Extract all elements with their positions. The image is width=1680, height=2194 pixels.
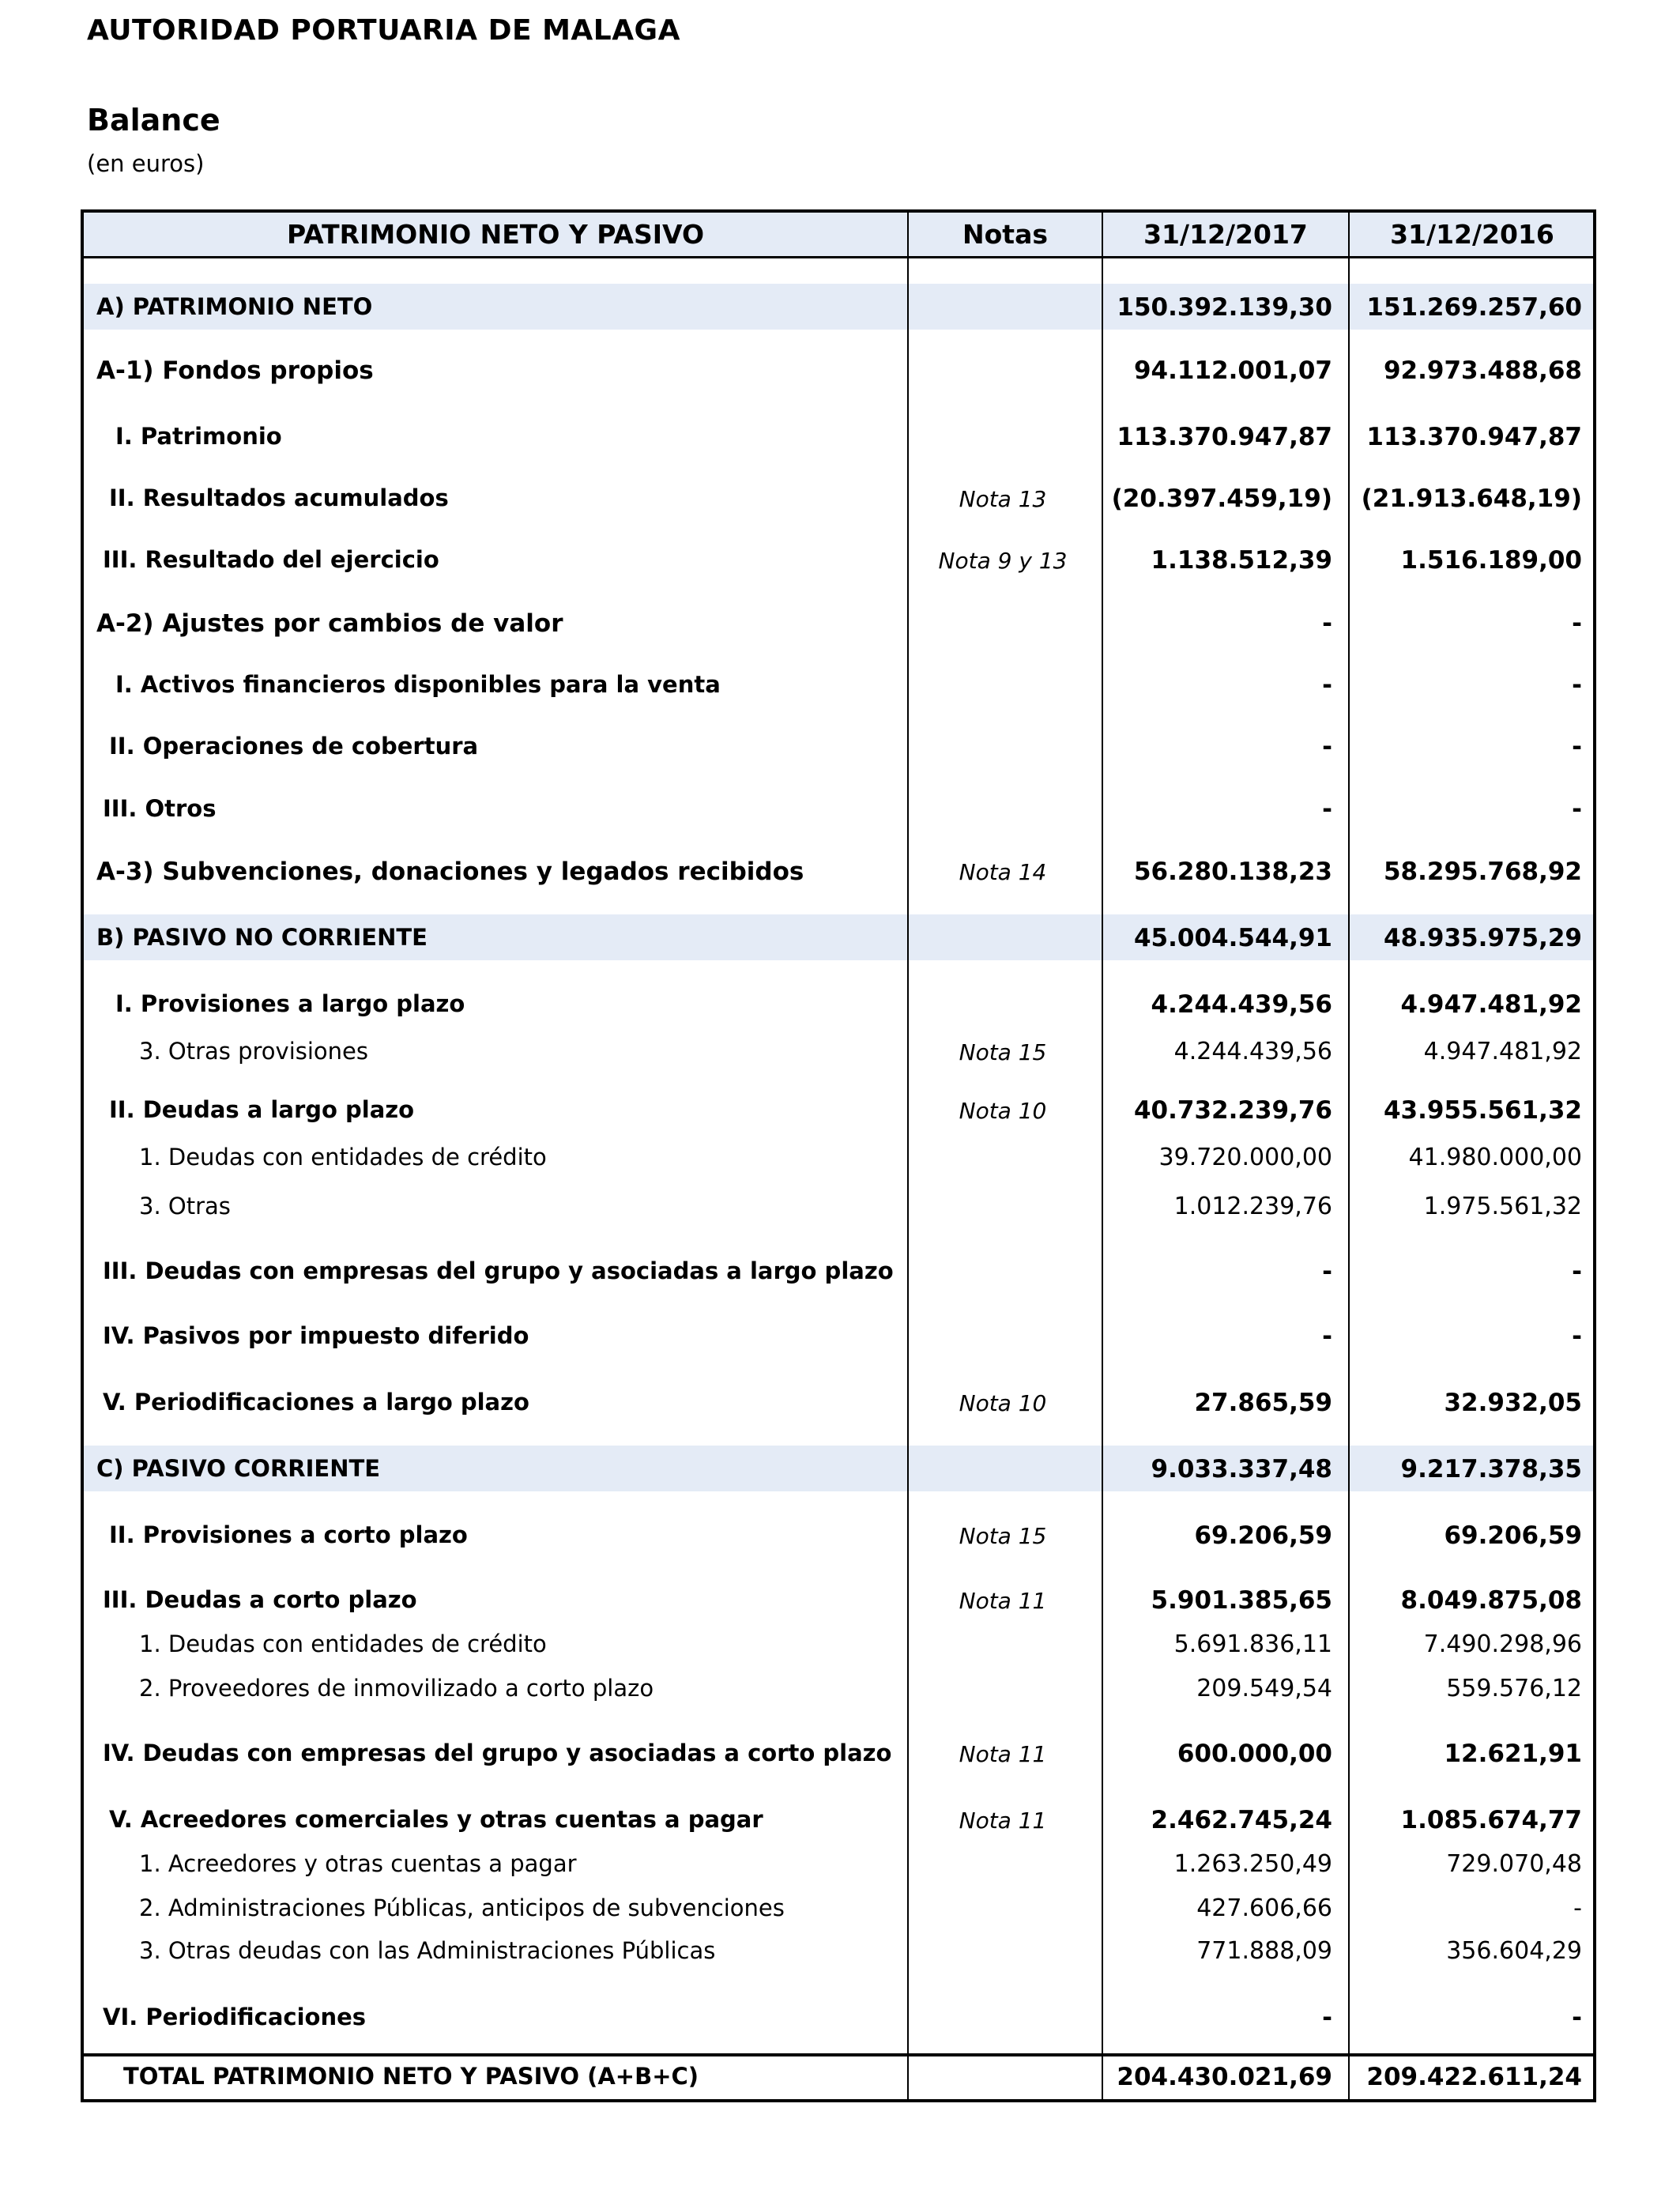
- column-divider: [907, 213, 909, 2099]
- row-value-2016: 151.269.257,60: [1366, 293, 1582, 322]
- row-value-2016: 41.980.000,00: [1408, 1144, 1582, 1171]
- table-row: [84, 284, 1593, 330]
- row-label: IV. Deudas con empresas del grupo y asociadas a corto plazo: [103, 1740, 892, 1766]
- row-label: II. Resultados acumulados: [109, 484, 449, 511]
- row-label: II. Deudas a largo plazo: [109, 1096, 415, 1123]
- row-value-2017: -: [1322, 795, 1332, 824]
- row-value-2017: -: [1322, 1257, 1332, 1286]
- row-value-2016: 729.070,48: [1446, 1850, 1582, 1878]
- row-note: Nota 13: [959, 486, 1047, 512]
- table-row: [84, 1803, 1593, 1841]
- table-row: [84, 1140, 1593, 1178]
- row-value-2017: -: [1322, 609, 1332, 638]
- row-value-2016: -: [1572, 609, 1582, 638]
- row-value-2016: 8.049.875,08: [1400, 1586, 1582, 1615]
- row-value-2016: (21.913.648,19): [1361, 484, 1582, 513]
- table-row: [84, 1385, 1593, 1423]
- row-label: IV. Pasivos por impuesto diferido: [103, 1322, 529, 1349]
- row-label: II. Operaciones de cobertura: [109, 733, 479, 760]
- row-label: A-2) Ajustes por cambios de valor: [96, 609, 563, 638]
- row-value-2017: -: [1322, 671, 1332, 699]
- row-value-2016: 12.621,91: [1444, 1740, 1582, 1768]
- row-note: Nota 15: [959, 1523, 1047, 1549]
- row-note: Nota 10: [959, 1098, 1047, 1124]
- row-value-2017: -: [1322, 1322, 1332, 1351]
- total-label: TOTAL PATRIMONIO NETO Y PASIVO (A+B+C): [123, 2063, 699, 2090]
- row-label: I. Activos financieros disponibles para la venta: [115, 671, 721, 698]
- row-value-2016: -: [1572, 1257, 1582, 1286]
- column-header-notes: Notas: [962, 219, 1048, 250]
- table-row: [84, 1736, 1593, 1774]
- row-value-2017: -: [1322, 2004, 1332, 2032]
- row-value-2016: 7.490.298,96: [1423, 1630, 1582, 1658]
- column-divider: [1348, 213, 1350, 2099]
- row-value-2016: 4.947.481,92: [1423, 1038, 1582, 1065]
- row-value-2017: 113.370.947,87: [1117, 423, 1332, 451]
- row-value-2016: 4.947.481,92: [1400, 990, 1582, 1019]
- row-value-2016: -: [1572, 795, 1582, 824]
- row-label: B) PASIVO NO CORRIENTE: [96, 924, 428, 951]
- table-row: [84, 481, 1593, 519]
- row-value-2017: 771.888,09: [1196, 1937, 1332, 1965]
- page-subtitle: (en euros): [87, 150, 205, 177]
- row-label: V. Acreedores comerciales y otras cuentas a pagar: [109, 1806, 763, 1833]
- table-header: [84, 213, 1593, 258]
- row-value-2016: 9.217.378,35: [1400, 1455, 1582, 1483]
- row-value-2016: -: [1573, 1894, 1582, 1922]
- row-label: C) PASIVO CORRIENTE: [96, 1455, 381, 1482]
- table-row: [84, 1254, 1593, 1292]
- row-value-2017: 1.012.239,76: [1173, 1193, 1332, 1220]
- row-label: 1. Deudas con entidades de crédito: [139, 1630, 547, 1657]
- row-value-2017: 27.865,59: [1194, 1389, 1332, 1417]
- total-value-2017: 204.430.021,69: [1117, 2063, 1332, 2091]
- row-value-2017: 5.691.836,11: [1173, 1630, 1332, 1658]
- row-label: III. Deudas a corto plazo: [103, 1586, 417, 1613]
- table-row: [84, 420, 1593, 458]
- row-label: A) PATRIMONIO NETO: [96, 293, 373, 320]
- row-value-2017: 1.138.512,39: [1151, 546, 1332, 575]
- total-value-2016: 209.422.611,24: [1366, 2063, 1582, 2091]
- table-row: [84, 1583, 1593, 1621]
- row-value-2016: 356.604,29: [1446, 1937, 1582, 1965]
- table-row: [84, 1035, 1593, 1072]
- organization-name: AUTORIDAD PORTUARIA DE MALAGA: [87, 14, 680, 47]
- table-row: [84, 1934, 1593, 1972]
- row-value-2016: 113.370.947,87: [1366, 423, 1582, 451]
- row-value-2017: 4.244.439,56: [1151, 990, 1332, 1019]
- row-label: 3. Otras provisiones: [139, 1038, 368, 1065]
- row-value-2017: 9.033.337,48: [1151, 1455, 1332, 1483]
- row-label: 2. Administraciones Públicas, anticipos de subvenciones: [139, 1894, 785, 1921]
- table-row: [84, 1847, 1593, 1885]
- row-value-2017: 56.280.138,23: [1133, 858, 1332, 886]
- table-row: [84, 1672, 1593, 1710]
- column-header-2017: 31/12/2017: [1143, 219, 1308, 250]
- row-value-2017: 150.392.139,30: [1117, 293, 1332, 322]
- column-divider: [1102, 213, 1103, 2099]
- row-label: I. Patrimonio: [115, 423, 282, 450]
- row-label: 1. Deudas con entidades de crédito: [139, 1144, 547, 1171]
- table-row: [84, 792, 1593, 830]
- row-label: I. Provisiones a largo plazo: [115, 990, 465, 1017]
- row-label: III. Resultado del ejercicio: [103, 546, 439, 573]
- row-value-2016: 58.295.768,92: [1383, 858, 1582, 886]
- row-value-2016: -: [1572, 2004, 1582, 2032]
- row-label: 3. Otras deudas con las Administraciones Públicas: [139, 1937, 716, 1964]
- row-value-2017: 600.000,00: [1177, 1740, 1332, 1768]
- table-row: [84, 1627, 1593, 1665]
- row-value-2017: 39.720.000,00: [1158, 1144, 1332, 1171]
- table-row: [84, 729, 1593, 767]
- row-label: III. Otros: [103, 795, 217, 822]
- total-row: [84, 2053, 1593, 2099]
- row-value-2017: 40.732.239,76: [1133, 1096, 1332, 1125]
- row-value-2016: -: [1572, 1322, 1582, 1351]
- column-header-concept: PATRIMONIO NETO Y PASIVO: [286, 219, 705, 250]
- row-value-2017: 2.462.745,24: [1151, 1806, 1332, 1834]
- table-row: [84, 1446, 1593, 1491]
- row-label: V. Periodificaciones a largo plazo: [103, 1389, 529, 1416]
- page-title: Balance: [87, 103, 220, 138]
- row-value-2017: 209.549,54: [1196, 1675, 1332, 1702]
- column-header-2016: 31/12/2016: [1390, 219, 1554, 250]
- table-row: [84, 1518, 1593, 1556]
- table-row: [84, 1891, 1593, 1929]
- row-label: VI. Periodificaciones: [103, 2004, 367, 2030]
- table-row: [84, 1093, 1593, 1131]
- row-label: 1. Acreedores y otras cuentas a pagar: [139, 1850, 577, 1877]
- row-label: 3. Otras: [139, 1193, 231, 1220]
- row-label: III. Deudas con empresas del grupo y asociadas a largo plazo: [103, 1257, 894, 1284]
- row-value-2017: -: [1322, 733, 1332, 761]
- row-label: A-3) Subvenciones, donaciones y legados recibidos: [96, 858, 804, 886]
- row-value-2017: (20.397.459,19): [1111, 484, 1332, 513]
- row-value-2016: 48.935.975,29: [1383, 924, 1582, 952]
- row-note: Nota 11: [959, 1741, 1047, 1767]
- table-row: [84, 1319, 1593, 1357]
- balance-table: [81, 209, 1596, 2102]
- row-note: Nota 11: [959, 1588, 1047, 1614]
- row-value-2017: 69.206,59: [1194, 1521, 1332, 1550]
- row-value-2017: 5.901.385,65: [1151, 1586, 1332, 1615]
- table-row: [84, 854, 1593, 892]
- row-value-2017: 94.112.001,07: [1133, 356, 1332, 385]
- table-row: [84, 2000, 1593, 2038]
- row-value-2016: 559.576,12: [1446, 1675, 1582, 1702]
- row-value-2016: -: [1572, 671, 1582, 699]
- row-value-2016: 92.973.488,68: [1383, 356, 1582, 385]
- row-value-2017: 1.263.250,49: [1173, 1850, 1332, 1878]
- table-row: [84, 606, 1593, 644]
- table-row: [84, 668, 1593, 706]
- row-value-2016: 43.955.561,32: [1383, 1096, 1582, 1125]
- row-note: Nota 11: [959, 1808, 1047, 1834]
- row-value-2016: 1.516.189,00: [1400, 546, 1582, 575]
- row-value-2017: 45.004.544,91: [1133, 924, 1332, 952]
- table-row: [84, 914, 1593, 960]
- table-row: [84, 543, 1593, 581]
- row-value-2016: 69.206,59: [1444, 1521, 1582, 1550]
- row-value-2016: 1.085.674,77: [1400, 1806, 1582, 1834]
- row-value-2016: 1.975.561,32: [1423, 1193, 1582, 1220]
- table-row: [84, 353, 1593, 391]
- table-row: [84, 1189, 1593, 1227]
- row-note: Nota 10: [959, 1390, 1047, 1416]
- row-note: Nota 15: [959, 1039, 1047, 1065]
- row-value-2016: -: [1572, 733, 1582, 761]
- row-label: A-1) Fondos propios: [96, 356, 374, 385]
- row-value-2017: 4.244.439,56: [1173, 1038, 1332, 1065]
- row-label: II. Provisiones a corto plazo: [109, 1521, 468, 1548]
- row-note: Nota 14: [959, 859, 1047, 885]
- row-note: Nota 9 y 13: [938, 548, 1068, 574]
- table-row: [84, 987, 1593, 1025]
- row-value-2016: 32.932,05: [1444, 1389, 1582, 1417]
- row-label: 2. Proveedores de inmovilizado a corto plazo: [139, 1675, 654, 1702]
- row-value-2017: 427.606,66: [1196, 1894, 1332, 1922]
